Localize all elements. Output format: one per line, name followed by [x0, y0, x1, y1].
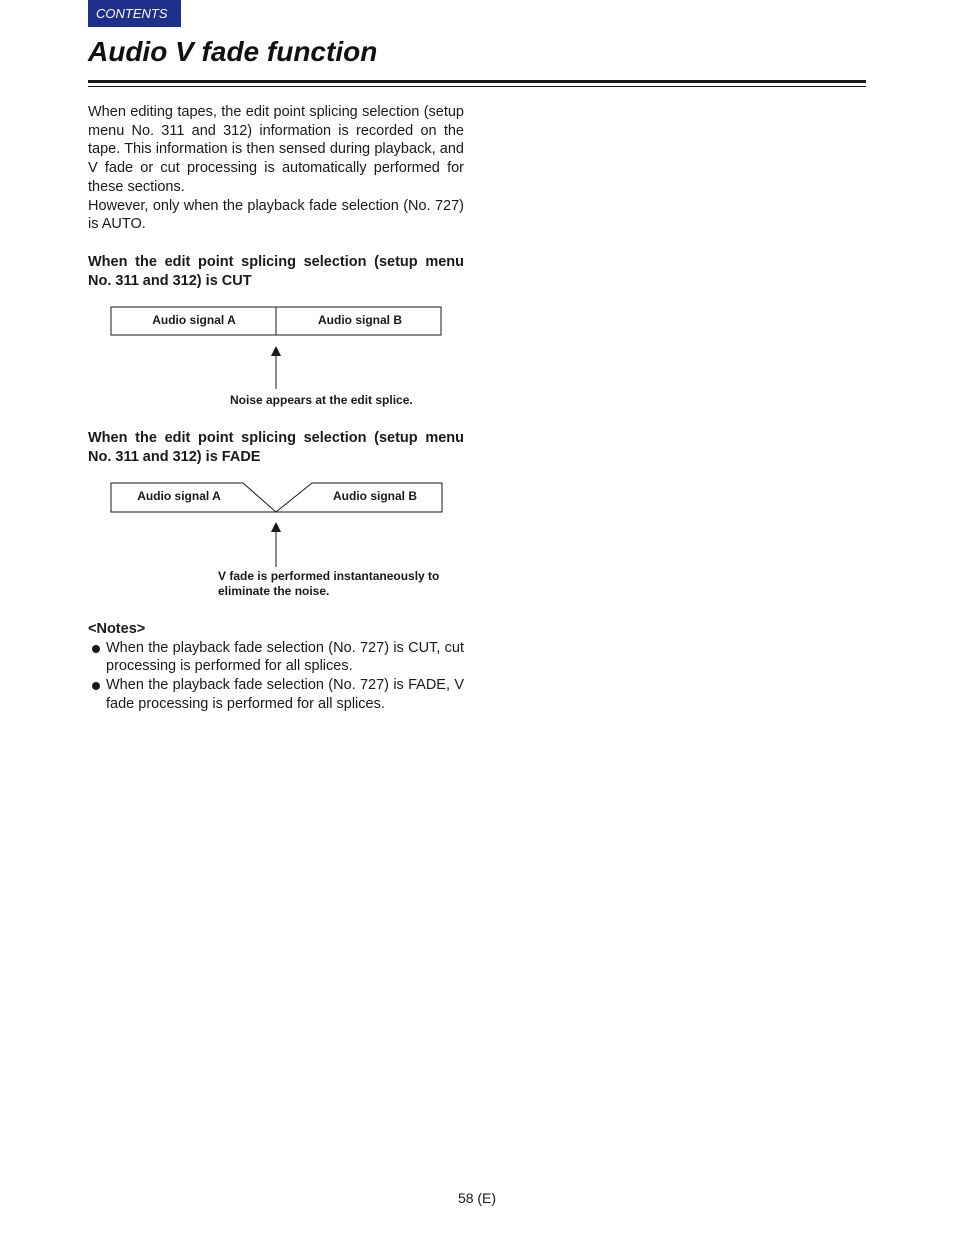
- note-text: When the playback fade selection (No. 727) is FADE, V fade processing is performed for all splices.: [106, 677, 464, 712]
- cut-signal-b-label: Audio signal B: [318, 313, 402, 327]
- cut-signal-a-label: Audio signal A: [152, 313, 236, 327]
- notes: [88, 620, 464, 714]
- cut-heading-text: When the edit point splicing selection (setup menu No. 311 and 312) is CUT: [88, 254, 464, 289]
- cut-diagram: [105, 300, 450, 412]
- fade-arrow-head-icon: [271, 522, 281, 532]
- note-item: [88, 639, 464, 676]
- cut-caption: Noise appears at the edit splice.: [230, 393, 413, 407]
- intro-paragraph-2: However, only when the playback fade selection (No. 727) is AUTO.: [88, 197, 464, 233]
- fade-caption-line-2: eliminate the noise.: [218, 584, 330, 598]
- fade-heading-text: When the edit point splicing selection (setup menu No. 311 and 312) is FADE: [88, 430, 464, 465]
- fade-signal-b-label: Audio signal B: [333, 489, 417, 503]
- fade-v-notch: [243, 483, 312, 512]
- contents-link[interactable]: CONTENTS: [88, 0, 181, 27]
- note-item: [88, 676, 464, 713]
- fade-section-heading: [88, 429, 464, 466]
- page-number: 58 (E): [457, 1190, 497, 1206]
- fade-signal-a-label: Audio signal A: [137, 489, 221, 503]
- cut-section-heading: [88, 253, 464, 290]
- fade-diagram: [105, 476, 450, 601]
- intro-paragraph-1: When editing tapes, the edit point splicing selection (setup menu No. 311 and 312) information is recorded on the tape. This information is then sensed during playback, and V fade or cut processing is automatically performed for these sections.: [88, 104, 464, 195]
- bullet-icon: [92, 682, 100, 690]
- title-rule-thick: [88, 80, 866, 83]
- cut-arrow-head-icon: [271, 346, 281, 356]
- notes-title: <Notes>: [88, 621, 146, 637]
- bullet-icon: [92, 645, 100, 653]
- note-text: When the playback fade selection (No. 727) is CUT, cut processing is performed for all splices.: [106, 639, 464, 675]
- intro-text: [88, 103, 464, 234]
- title-rule-thin: [88, 86, 866, 87]
- fade-caption-line-1: V fade is performed instantaneously to: [218, 569, 440, 583]
- page-title: Audio V fade function: [88, 36, 378, 67]
